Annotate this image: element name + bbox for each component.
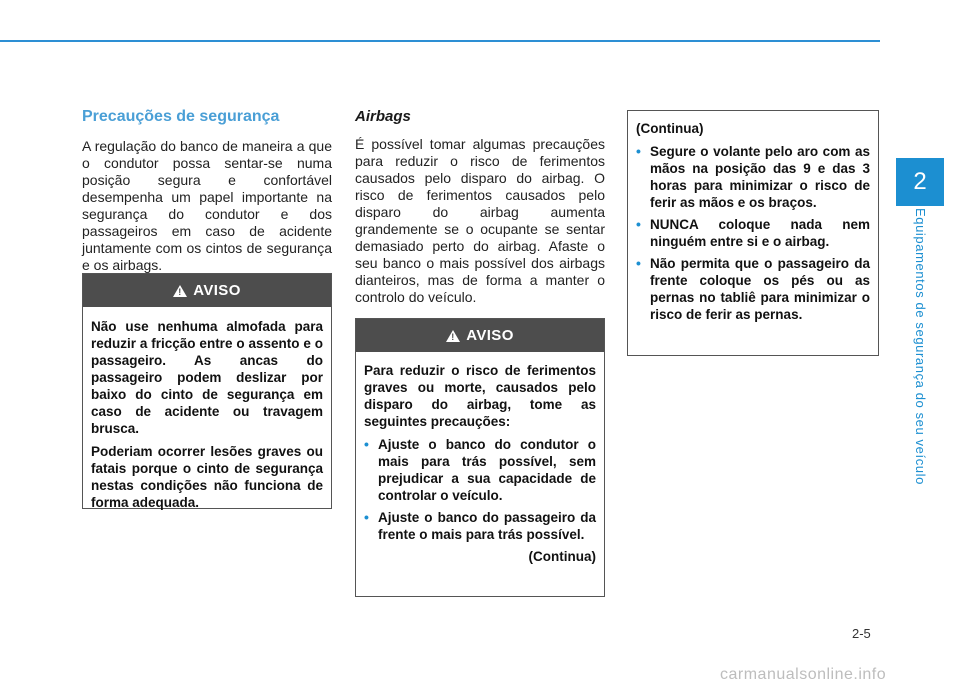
warning-bullet-list <box>636 143 870 323</box>
warning-paragraph: Não use nenhuma almofada para reduzir a fricção entre o assento e o passageiro. As ancas do passageiro podem deslizar por baixo do cinto de segurança em caso de acidente ou travagem brusca. <box>91 319 323 436</box>
warning-bullet-list <box>364 436 596 543</box>
list-item: • Segure o volante pelo aro com as mãos na posição das 9 e das 3 horas para minimizar o risco de ferir as mãos e os braços. <box>636 143 870 210</box>
chapter-title: Equipamentos de segurança do seu veículo <box>913 208 928 485</box>
warning-triangle-icon <box>173 285 187 297</box>
warning-box-airbag <box>355 318 605 597</box>
top-rule <box>0 40 880 42</box>
page-number: 2-5 <box>852 626 871 641</box>
column-1 <box>82 108 332 274</box>
warning-header <box>83 274 331 307</box>
airbags-paragraph: É possível tomar algumas precauções para reduzir o risco de ferimentos causados pelo disparo do airbag. O risco de ferimentos causados pelo disparo do airbag aumenta grandemente se o ocupante se sentar demasiado perto do airbag. Afaste o seu banco o mais possível dos airbags dianteiros, mas de forma a manter o controlo do veículo. <box>355 136 605 305</box>
warning-header <box>356 319 604 352</box>
airbags-heading: Airbags <box>355 108 411 125</box>
warning-label: AVISO <box>466 327 514 344</box>
warning-body <box>628 111 878 338</box>
column-2 <box>355 108 605 306</box>
list-item: • Ajuste o banco do condutor o mais para trás possível, sem prejudicar a sua capacidade de controlar o veículo. <box>364 436 596 503</box>
bullet-icon: • <box>364 509 369 525</box>
watermark: carmanualsonline.info <box>720 666 887 683</box>
continued-header: (Continua) <box>636 121 704 136</box>
bullet-icon: • <box>636 143 641 159</box>
warning-intro: Para reduzir o risco de ferimentos graves ou morte, causados pelo disparo do airbag, tome as seguintes precauções: <box>364 363 596 429</box>
list-item: • NUNCA coloque nada nem ninguém entre si e o airbag. <box>636 216 870 249</box>
warning-box-cushion <box>82 273 332 509</box>
intro-paragraph: A regulação do banco de maneira a que o condutor possa sentar-se numa posição segura e confortável desempenha um papel importante na segurança do condutor e dos passageiros em caso de acidente juntamente com os cintos de segurança e os airbags. <box>82 138 332 273</box>
list-item: • Não permita que o passageiro da frente coloque os pés ou as pernas no tabliê para minimizar o risco de ferir as pernas. <box>636 255 870 322</box>
continued-note: (Continua) <box>528 549 596 564</box>
bullet-icon: • <box>636 255 641 271</box>
warning-body <box>83 307 331 527</box>
warning-paragraph: Poderiam ocorrer lesões graves ou fatais porque o cinto de segurança nestas condições não funciona de forma adequada. <box>91 444 323 510</box>
continued-warning-box <box>627 110 879 356</box>
warning-body <box>356 352 604 575</box>
section-heading: Precauções de segurança <box>82 108 280 125</box>
warning-triangle-icon <box>446 330 460 342</box>
bullet-icon: • <box>364 436 369 452</box>
bullet-icon: • <box>636 216 641 232</box>
chapter-tab <box>896 158 944 206</box>
list-item: • Ajuste o banco do passageiro da frente o mais para trás possível. <box>364 509 596 542</box>
chapter-number: 2 <box>913 168 927 195</box>
warning-label: AVISO <box>193 282 241 299</box>
